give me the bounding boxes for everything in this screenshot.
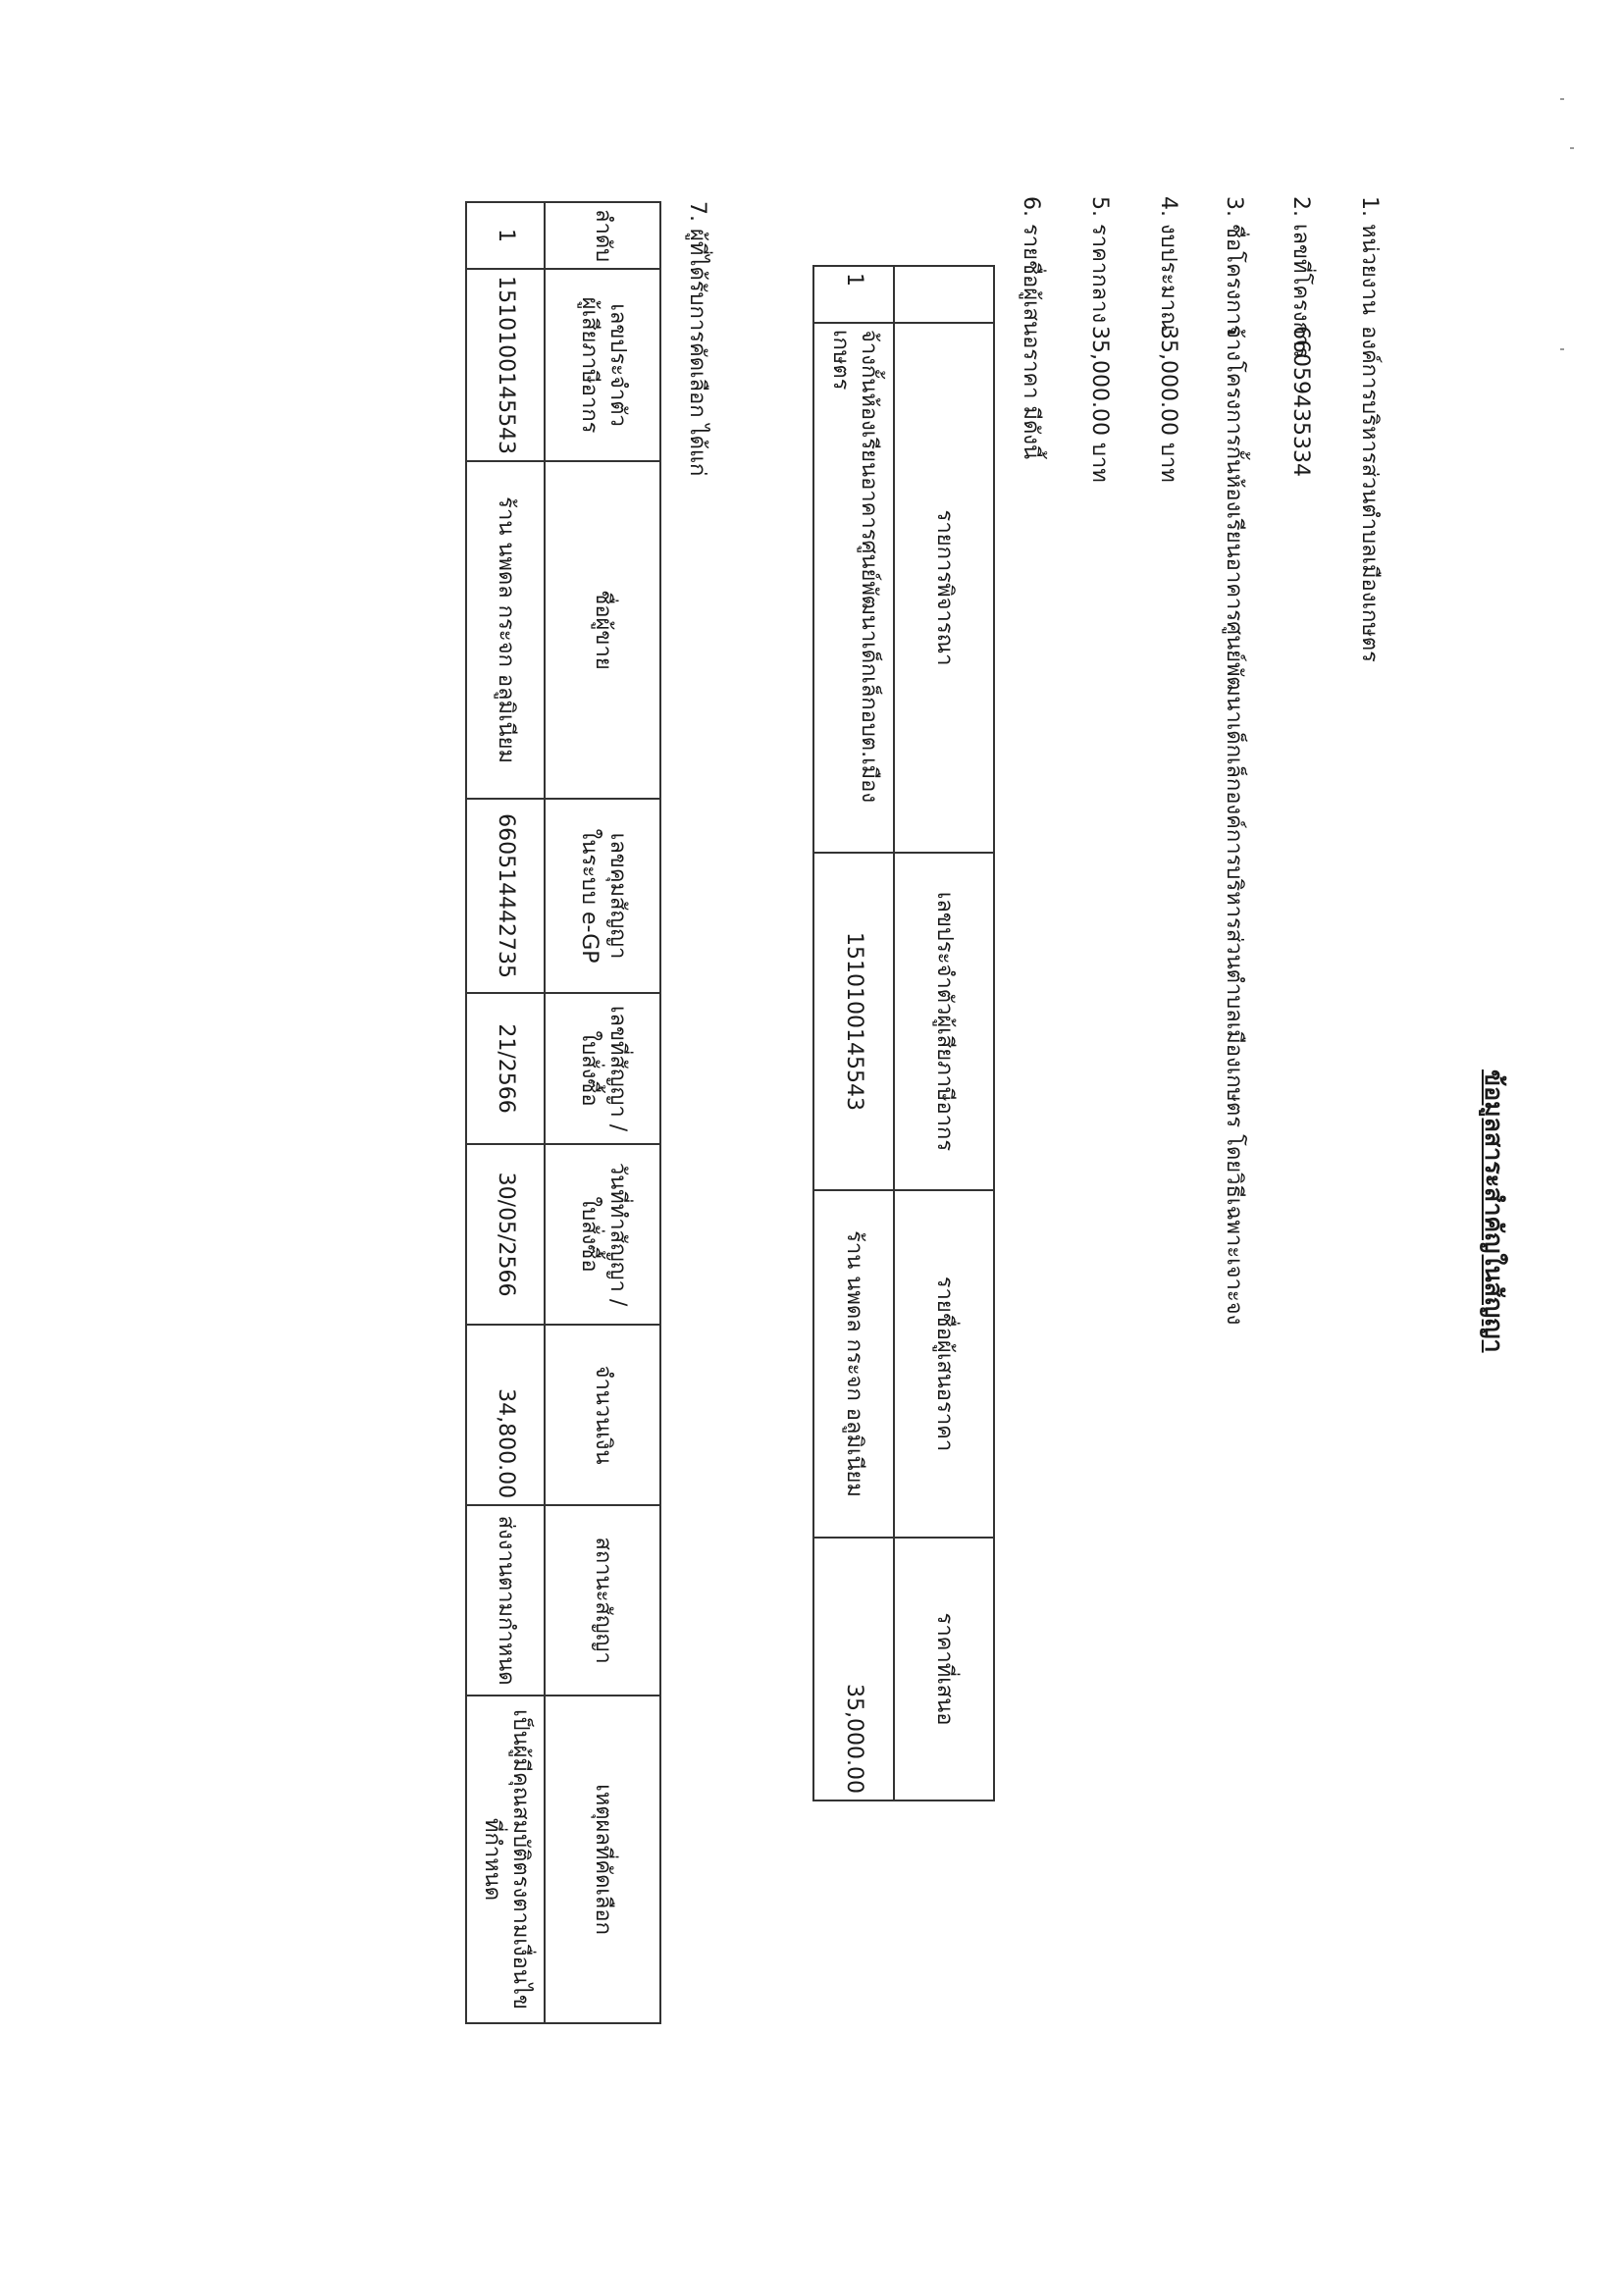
table-cell: 34,800.00 [466, 1325, 545, 1505]
info-row-project-number [1284, 196, 1319, 477]
table-header-cell: เลขที่สัญญา / ใบสั่งซื้อ [545, 993, 660, 1144]
table-header-cell: เหตุผลที่คัดเลือก [545, 1696, 660, 2023]
info-value: 35,000.00 บาท [1156, 326, 1180, 483]
table-cell: 1510100145543 [466, 269, 545, 461]
scan-speck [1570, 147, 1574, 149]
table-row [813, 266, 894, 1800]
table-cell: 30/05/2566 [466, 1144, 545, 1325]
info-value: 66059435334 [1288, 326, 1313, 477]
info-row-median-price [1083, 196, 1118, 483]
table-header-cell: รายชื่อผู้เสนอราคา [894, 1190, 994, 1538]
table-cell: จ้างกั้นห้องเรียนอาคารศูนย์พัฒนาเด็กเล็กอบต.เมืองเกษตร [813, 323, 894, 853]
scan-speck [1560, 348, 1564, 350]
winners-table [465, 201, 661, 2024]
info-label: 1. หน่วยงาน [1357, 196, 1382, 315]
table-header-cell: สถานะสัญญา [545, 1505, 660, 1696]
table-cell: 35,000.00 [813, 1538, 894, 1800]
table-cell: 1510100145543 [813, 853, 894, 1190]
table-cell: 21/2566 [466, 993, 545, 1144]
info-value: องค์การบริหารส่วนตำบลเมืองเกษตร [1357, 326, 1382, 662]
info-value: จ้างโครงการกั้นห้องเรียนอาคารศูนย์พัฒนาเด็กเล็กองค์การบริหารส่วนตำบลเมืองเกษตร โดยวิธีเฉพาะเจาะจง [1222, 326, 1246, 1326]
bidders-heading: 6. รายชื่อผู้เสนอราคา มีดังนี้ [1019, 196, 1043, 460]
info-label: 4. งบประมาณ [1156, 196, 1180, 332]
info-row-agency [1353, 196, 1387, 662]
table-cell: 1 [466, 202, 545, 269]
document-title: ข้อมูลสาระสำคัญในสัญญา [1480, 1070, 1508, 1353]
table-header-cell: จำนวนเงิน [545, 1325, 660, 1505]
table-header-cell: เลขคุมสัญญา ในระบบ e-GP [545, 799, 660, 993]
info-label: 3. ชื่อโครงการ [1222, 196, 1246, 337]
table-cell: ร้าน นพดล กระจก อลูมิเนียม [466, 461, 545, 799]
info-row-budget [1152, 196, 1186, 483]
table-cell: 66051444273​5 [466, 799, 545, 993]
table-header-cell: รายการพิจารณา [894, 323, 994, 853]
table-header-cell [894, 266, 994, 323]
table-cell: เป็นผู้มีคุณสมบัติตรงตามเงื่อนไขที่กำหนด [466, 1696, 545, 2023]
info-label: 5. ราคากลาง [1087, 196, 1112, 324]
info-row-project-name [1218, 196, 1252, 1325]
table-cell: 1 [813, 266, 894, 323]
bidders-table [812, 265, 995, 1801]
table-header-cell: ลำดับ [545, 202, 660, 269]
table-header-cell: วันที่ทำสัญญา / ใบสั่งซื้อ [545, 1144, 660, 1325]
table-header-cell: ชื่อผู้ขาย [545, 461, 660, 799]
info-label: 2. เลขที่โครงการ [1288, 196, 1313, 359]
table-header-cell: ราคาที่เสนอ [894, 1538, 994, 1800]
table-header-row [894, 266, 994, 1800]
winners-heading: 7. ผู้ที่ได้รับการคัดเลือก ได้แก่ [685, 201, 709, 477]
table-cell: ส่งงานตามกำหนด [466, 1505, 545, 1696]
table-cell: ร้าน นพดล กระจก อลูมิเนียม [813, 1190, 894, 1538]
table-header-cell: เลขประจำตัวผู้เสียภาษีอากร [894, 853, 994, 1190]
scan-speck [1560, 98, 1564, 100]
info-value: 35,000.00 บาท [1087, 326, 1112, 483]
table-header-row [545, 202, 660, 2023]
table-header-cell: เลขประจำตัว ผู้เสียภาษีอากร [545, 269, 660, 461]
table-row [466, 202, 545, 2023]
